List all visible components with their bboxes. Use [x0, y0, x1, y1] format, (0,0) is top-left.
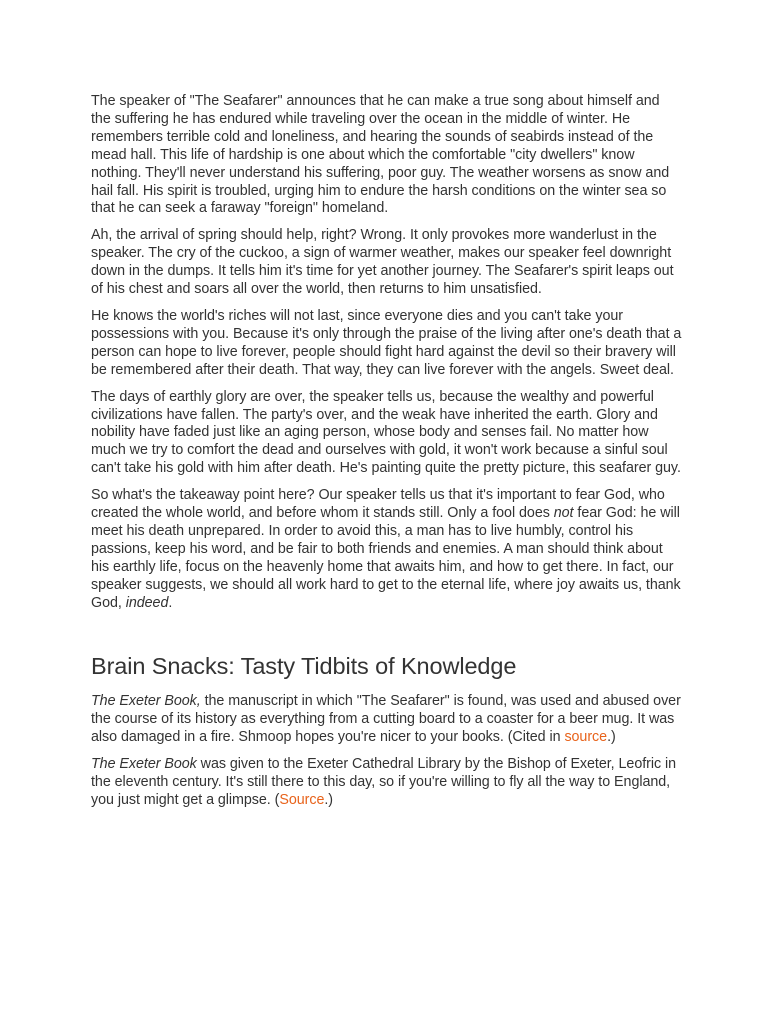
brain-snack-1 [91, 693, 683, 747]
summary-paragraph-4: The days of earthly glory are over, the speaker tells us, because the wealthy and powerful civilizations have fallen. The party's over, and the weak have inherited the earth. Glory and nobility have faded just like an aging person, whose body and senses fail. No matter how much we try to comfort the dead and ourselves with gold, it won't work because a sinful soul can't take his gold with him after death. He's painting quite the pretty picture, this seafarer guy. [91, 388, 681, 477]
paragraph-5-text-start: So what's the takeaway point here? Our speaker tells us that it's important to fear God, who created the whole world, and before whom it stands still. Only a fool does [91, 487, 665, 522]
emphasis-indeed: indeed [125, 594, 169, 611]
paragraph-5-text-middle: fear God: he will meet his death unprepared. In order to avoid this, a man has to live humbly, control his passions, keep his word, and be fair to both friends and enemies. A man should think about his earthly life, focus on the heavenly home that awaits him, and how to get there. In fact, our speaker suggests, we should all work hard to get to the eternal life, where joy awaits us, thank God, [91, 505, 681, 611]
book-title-emphasis-2: The Exeter Book [91, 756, 197, 773]
brain-snacks-heading: Brain Snacks: Tasty Tidbits of Knowledge [91, 653, 517, 680]
summary-paragraph-1: The speaker of "The Seafarer" announces that he can make a true song about himself and the suffering he has endured while traveling over the ocean in the middle of winter. He remembers terrible cold and loneliness, and hearing the sounds of seabirds instead of the mead hall. This life of hardship is one about which the comfortable "city dwellers" know nothing. They'll never understand his suffering, poor guy. The weather worsens as snow and hail fall. His spirit is troubled, urging him to endure the harsh conditions on the winter sea so that he can seek a faraway "foreign" homeland. [91, 93, 670, 217]
source-link-2[interactable]: Source [279, 792, 325, 808]
brain-snack-2-text: was given to the Exeter Cathedral Library by the Bishop of Exeter, Leofric in the eleventh century. It's still there to this day, so if you're willing to fly all the way to England, you just might get a glimpse. ( [91, 756, 677, 808]
summary-paragraph-3: He knows the world's riches will not last, since everyone dies and you can't take your possessions with you. Because it's only through the praise of the living after one's death that a person can hope to live forever, people should fight hard against the devil so their bravery will be remembered after their death. That way, they can live forever with the angels. Sweet deal. [91, 307, 682, 378]
document-page [91, 93, 683, 819]
brain-snack-2-end: .) [324, 792, 334, 808]
brain-snack-2 [91, 756, 683, 810]
summary-paragraph-2: Ah, the arrival of spring should help, right? Wrong. It only provokes more wanderlust in the speaker. The cry of the cuckoo, a sign of warmer weather, makes our speaker feel downright down in the dumps. It tells him it's time for yet another journey. The Seafarer's spirit leaps out of his chest and soars all over the world, then returns to him unsatisfied. [91, 227, 674, 298]
summary-paragraph-5 [91, 487, 683, 612]
paragraph-5-text-end: . [168, 594, 173, 611]
brain-snack-1-end: .) [607, 729, 616, 746]
emphasis-not: not [553, 505, 574, 522]
book-title-emphasis: The Exeter Book, [91, 693, 201, 710]
source-link[interactable]: source [564, 729, 608, 746]
brain-snack-1-text: the manuscript in which "The Seafarer" is found, was used and abused over the course of its history as everything from a cutting board to a coaster for a beer mug. It was also damaged in a fire. Shmoop hopes you're nicer to your books. (Cited in [91, 693, 681, 746]
